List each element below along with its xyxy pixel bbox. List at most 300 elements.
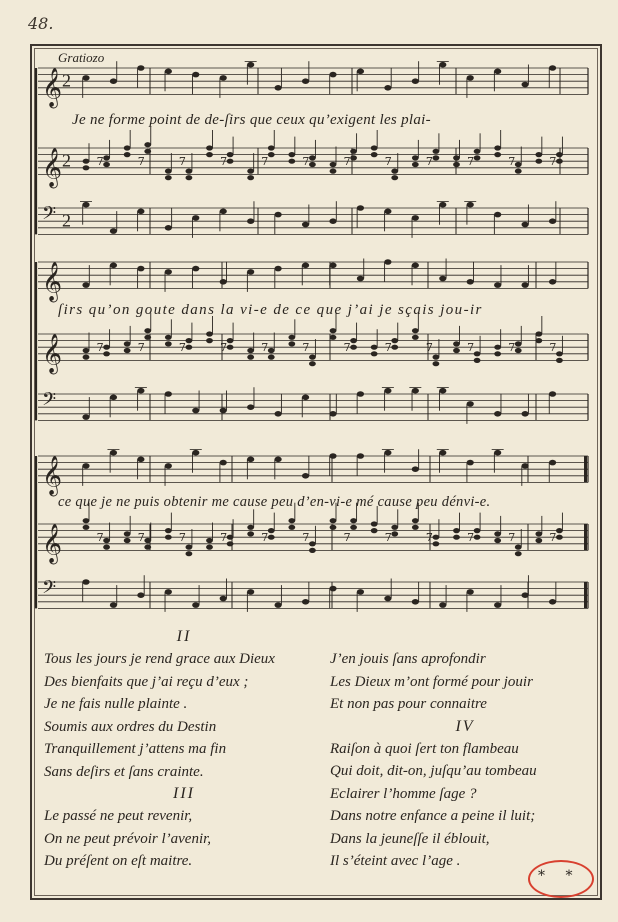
verse-line: Eclairer l’homme ſage ? — [330, 785, 477, 802]
note-head — [453, 348, 460, 353]
note-head — [515, 169, 522, 174]
final-barline — [584, 524, 587, 550]
note-head — [165, 169, 172, 174]
rest-icon: 7 — [343, 531, 351, 545]
note-head — [412, 78, 419, 84]
verse-number: III — [173, 785, 195, 802]
verse-line: Je ne fais nulle plainte . — [44, 696, 188, 712]
note-head — [186, 345, 193, 350]
verse-line: Dans notre enfance a peine il luit; — [330, 808, 536, 824]
note-head — [165, 528, 172, 533]
verse-line: On ne peut prévoir l’avenir, — [44, 830, 212, 847]
note-head — [329, 72, 336, 78]
note-head — [384, 450, 391, 456]
note-head — [453, 528, 460, 533]
note-head — [412, 525, 419, 530]
note-head — [329, 411, 336, 417]
note-head — [549, 65, 556, 71]
note-head — [391, 525, 398, 530]
note-head — [82, 463, 89, 469]
note-head — [433, 149, 440, 154]
note-head — [110, 602, 117, 608]
note-head — [556, 528, 563, 533]
note-head — [110, 228, 117, 234]
note-head — [357, 276, 364, 282]
note-head — [268, 152, 275, 157]
note-head — [165, 535, 172, 540]
note-head — [309, 162, 316, 167]
note-head — [124, 145, 131, 150]
note-head — [453, 155, 460, 160]
rest-icon: 7 — [425, 341, 433, 355]
note-head — [309, 355, 316, 360]
note-head — [350, 155, 357, 160]
note-head — [467, 202, 474, 208]
note-head — [144, 142, 151, 147]
note-head — [371, 152, 378, 157]
note-head — [535, 538, 542, 543]
verse-number: IV — [455, 717, 475, 735]
note-head — [535, 159, 542, 164]
note-head — [124, 341, 131, 346]
treble-clef-icon: 𝄞 — [42, 523, 63, 564]
note-head — [556, 152, 563, 157]
note-head — [288, 525, 295, 530]
note-head — [144, 545, 151, 550]
note-head — [247, 218, 254, 224]
note-head — [556, 351, 563, 356]
note-head — [384, 388, 391, 394]
note-head — [110, 450, 117, 456]
note-head — [350, 149, 357, 154]
note-head — [186, 545, 193, 550]
note-head — [220, 460, 227, 466]
treble-clef-icon: 𝄞 — [42, 261, 63, 302]
note-head — [192, 266, 199, 272]
note-head — [453, 162, 460, 167]
note-head — [220, 209, 227, 215]
note-head — [467, 75, 474, 81]
note-head — [103, 345, 110, 350]
note-head — [391, 175, 398, 180]
treble-clef-icon: 𝄞 — [42, 455, 63, 496]
note-head — [103, 351, 110, 356]
note-head — [371, 145, 378, 150]
note-head — [494, 411, 501, 417]
rest-icon: 7 — [96, 531, 104, 545]
note-head — [494, 145, 501, 150]
note-head — [247, 457, 254, 463]
note-head — [192, 215, 199, 221]
note-head — [103, 162, 110, 167]
note-head — [522, 282, 529, 288]
rest-icon: 7 — [261, 341, 269, 355]
note-head — [247, 175, 254, 180]
rest-icon: 7 — [467, 341, 475, 355]
rest-icon: 7 — [425, 155, 433, 169]
note-head — [412, 388, 419, 394]
rest-icon: 7 — [508, 341, 516, 355]
note-head — [494, 212, 501, 218]
note-head — [82, 282, 89, 288]
note-head — [288, 335, 295, 340]
note-head — [494, 69, 501, 75]
note-head — [83, 355, 90, 360]
verse-line: Du préſent on eſt maitre. — [44, 853, 193, 869]
note-head — [433, 361, 440, 366]
note-head — [412, 335, 419, 340]
rest-icon: 7 — [549, 531, 557, 545]
note-head — [474, 351, 481, 356]
note-head — [549, 599, 556, 605]
verse-line: Et non pas pour connaitre — [330, 696, 487, 712]
rest-icon: 7 — [384, 155, 392, 169]
note-head — [83, 348, 90, 353]
treble-clef-icon: 𝄞 — [42, 147, 63, 188]
note-head — [329, 218, 336, 224]
rest-icon: 7 — [178, 155, 186, 169]
note-head — [165, 391, 172, 397]
note-head — [433, 155, 440, 160]
note-head — [137, 266, 144, 272]
note-head — [302, 473, 309, 479]
note-head — [275, 266, 282, 272]
note-head — [474, 528, 481, 533]
note-head — [494, 282, 501, 288]
note-head — [350, 525, 357, 530]
note-head — [247, 404, 254, 410]
note-head — [371, 351, 378, 356]
note-head — [268, 145, 275, 150]
note-head — [330, 328, 337, 333]
note-head — [494, 531, 501, 536]
note-head — [186, 551, 193, 556]
rest-icon: 7 — [178, 531, 186, 545]
note-head — [82, 579, 89, 585]
note-head — [494, 602, 501, 608]
note-head — [275, 457, 282, 463]
note-head — [82, 202, 89, 208]
note-head — [206, 338, 213, 343]
note-head — [124, 531, 131, 536]
note-head — [227, 535, 234, 540]
note-head — [110, 395, 117, 401]
note-head — [439, 202, 446, 208]
note-head — [474, 149, 481, 154]
rest-icon: 7 — [508, 155, 516, 169]
note-head — [350, 518, 357, 523]
note-head — [227, 345, 234, 350]
note-head — [124, 152, 131, 157]
note-head — [186, 169, 193, 174]
verse-number: II — [176, 628, 192, 645]
note-head — [268, 535, 275, 540]
note-head — [268, 348, 275, 353]
note-head — [227, 152, 234, 157]
note-head — [192, 72, 199, 78]
note-head — [474, 535, 481, 540]
note-head — [535, 531, 542, 536]
verse-line: J’en jouis ſans aprofondir — [330, 651, 486, 667]
note-head — [371, 521, 378, 526]
note-head — [439, 62, 446, 68]
note-head — [124, 348, 131, 353]
lyric-line-1: Je ne forme point de de-ſirs que ceux qu’exigent les plai- — [72, 112, 431, 128]
note-head — [247, 355, 254, 360]
note-head — [275, 212, 282, 218]
rest-icon: 7 — [302, 155, 310, 169]
note-head — [309, 155, 316, 160]
note-head — [227, 541, 234, 546]
note-head — [186, 175, 193, 180]
rest-icon: 7 — [96, 155, 104, 169]
note-head — [247, 348, 254, 353]
note-head — [165, 341, 172, 346]
note-head — [549, 279, 556, 285]
bass-clef-icon: 𝄢 — [42, 577, 57, 603]
note-head — [103, 538, 110, 543]
verse-line: Tranquillement j’attens ma fin — [44, 741, 227, 757]
rest-icon: 7 — [508, 531, 516, 545]
note-head — [412, 328, 419, 333]
note-head — [433, 355, 440, 360]
note-head — [83, 165, 90, 170]
note-head — [302, 263, 309, 269]
rest-icon: 7 — [467, 531, 475, 545]
note-head — [103, 545, 110, 550]
note-head — [515, 545, 522, 550]
note-head — [165, 335, 172, 340]
rest-icon: 7 — [137, 155, 145, 169]
rest-icon: 7 — [384, 531, 392, 545]
note-head — [494, 538, 501, 543]
verse-line: Le passé ne peut revenir, — [44, 808, 193, 824]
note-head — [439, 450, 446, 456]
note-head — [412, 215, 419, 221]
note-head — [474, 358, 481, 363]
rest-icon: 7 — [549, 155, 557, 169]
footer-mark: * * — [538, 868, 581, 884]
note-head — [467, 279, 474, 285]
rest-icon: 7 — [137, 341, 145, 355]
note-head — [137, 388, 144, 394]
note-head — [329, 586, 336, 592]
note-head — [144, 149, 151, 154]
rest-icon: 7 — [302, 531, 310, 545]
note-head — [412, 599, 419, 605]
annotation-circle — [528, 860, 594, 898]
note-head — [384, 596, 391, 602]
note-head — [220, 75, 227, 81]
note-head — [494, 450, 501, 456]
note-head — [288, 152, 295, 157]
note-head — [288, 341, 295, 346]
note-head — [494, 351, 501, 356]
note-head — [535, 331, 542, 336]
note-head — [288, 159, 295, 164]
verse-line: Qui doit, dit-on, juſqu’au tombeau — [330, 763, 537, 779]
rest-icon: 7 — [343, 155, 351, 169]
note-head — [165, 589, 172, 595]
note-head — [522, 222, 529, 228]
note-head — [165, 463, 172, 469]
note-head — [412, 155, 419, 160]
note-head — [137, 209, 144, 215]
note-head — [549, 460, 556, 466]
note-head — [247, 525, 254, 530]
note-head — [144, 538, 151, 543]
note-head — [275, 602, 282, 608]
note-head — [329, 453, 336, 459]
verses-left-column — [44, 626, 324, 873]
time-signature: 2 — [62, 210, 71, 231]
note-head — [330, 525, 337, 530]
note-head — [288, 518, 295, 523]
rest-icon: 7 — [261, 531, 269, 545]
rest-icon: 7 — [549, 341, 557, 355]
note-head — [515, 162, 522, 167]
note-head — [350, 338, 357, 343]
verse-line: Des bienfaits que j’ai reçu d’eux ; — [44, 673, 249, 690]
note-head — [206, 545, 213, 550]
note-head — [453, 341, 460, 346]
note-head — [515, 341, 522, 346]
note-head — [391, 169, 398, 174]
note-head — [357, 589, 364, 595]
note-head — [556, 535, 563, 540]
rest-icon: 7 — [343, 341, 351, 355]
note-head — [439, 602, 446, 608]
note-head — [144, 335, 151, 340]
note-head — [186, 338, 193, 343]
treble-clef-icon: 𝄞 — [42, 333, 63, 374]
note-head — [494, 345, 501, 350]
note-head — [330, 335, 337, 340]
final-barline — [584, 582, 587, 608]
note-head — [302, 78, 309, 84]
note-head — [110, 263, 117, 269]
note-head — [549, 391, 556, 397]
note-head — [137, 457, 144, 463]
note-head — [371, 345, 378, 350]
verse-line: Soumis aux ordres du Destin — [44, 718, 217, 735]
note-head — [165, 225, 172, 231]
note-head — [412, 162, 419, 167]
note-head — [309, 361, 316, 366]
note-head — [82, 75, 89, 81]
note-head — [467, 460, 474, 466]
note-head — [391, 345, 398, 350]
note-head — [433, 535, 440, 540]
treble-clef-icon: 𝄞 — [42, 67, 63, 108]
note-head — [302, 599, 309, 605]
note-head — [522, 463, 529, 469]
note-head — [412, 518, 419, 523]
note-head — [206, 331, 213, 336]
note-head — [83, 159, 90, 164]
bass-clef-icon: 𝄢 — [42, 389, 57, 415]
note-head — [309, 541, 316, 546]
final-barline — [584, 456, 587, 482]
rest-icon: 7 — [220, 531, 228, 545]
note-head — [330, 518, 337, 523]
rest-icon: 7 — [220, 155, 228, 169]
note-head — [302, 395, 309, 401]
verse-line: Dans la jeuneſſe il éblouit, — [330, 830, 490, 847]
note-head — [515, 551, 522, 556]
note-head — [515, 348, 522, 353]
note-head — [227, 338, 234, 343]
note-head — [83, 518, 90, 523]
note-head — [144, 328, 151, 333]
note-head — [357, 391, 364, 397]
note-head — [357, 69, 364, 75]
note-head — [371, 528, 378, 533]
rest-icon: 7 — [220, 341, 228, 355]
rest-icon: 7 — [467, 155, 475, 169]
note-head — [192, 450, 199, 456]
note-head — [247, 531, 254, 536]
note-head — [439, 388, 446, 394]
note-head — [247, 169, 254, 174]
note-head — [309, 548, 316, 553]
note-head — [391, 338, 398, 343]
note-head — [535, 152, 542, 157]
note-head — [220, 279, 227, 285]
note-head — [330, 169, 337, 174]
verse-line: Tous les jours je rend grace aux Dieux — [44, 651, 275, 667]
note-head — [357, 205, 364, 211]
note-head — [384, 259, 391, 265]
rest-icon: 7 — [137, 531, 145, 545]
note-head — [556, 159, 563, 164]
note-head — [137, 592, 144, 598]
verse-line: Raiſon à quoi ſert ton flambeau — [330, 740, 519, 757]
note-head — [467, 589, 474, 595]
note-head — [302, 222, 309, 228]
verse-line: Il s’éteint avec l’age . — [330, 853, 461, 869]
rest-icon: 7 — [261, 155, 269, 169]
note-head — [412, 466, 419, 472]
note-head — [433, 541, 440, 546]
verses-right-column — [330, 648, 600, 873]
bass-clef-icon: 𝄢 — [42, 203, 57, 229]
note-head — [103, 155, 110, 160]
note-head — [439, 276, 446, 282]
note-head — [247, 269, 254, 275]
note-head — [391, 531, 398, 536]
time-signature: 2 — [62, 150, 71, 171]
lyric-line-3: ce que je ne puis obtenir me cause peu d’en-vi-e mé cause peu dénvi-e. — [58, 494, 491, 510]
rest-icon: 7 — [302, 341, 310, 355]
verse-line: Les Dieux m’ont formé pour jouir — [330, 673, 533, 690]
note-head — [275, 85, 282, 91]
rest-icon: 7 — [96, 341, 104, 355]
note-head — [137, 65, 144, 71]
rest-icon: 7 — [384, 341, 392, 355]
note-head — [330, 162, 337, 167]
note-head — [384, 209, 391, 215]
note-head — [350, 345, 357, 350]
note-head — [453, 535, 460, 540]
note-head — [247, 62, 254, 68]
note-head — [227, 159, 234, 164]
note-head — [329, 263, 336, 269]
note-head — [165, 269, 172, 275]
note-head — [206, 538, 213, 543]
note-head — [268, 355, 275, 360]
note-head — [275, 411, 282, 417]
